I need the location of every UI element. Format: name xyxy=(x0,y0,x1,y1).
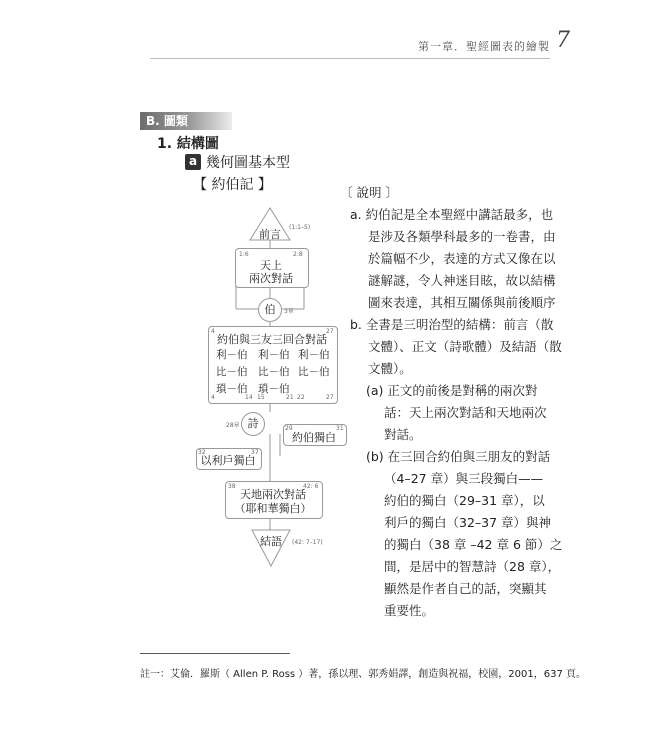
dialogue-cell: 比－伯 xyxy=(216,366,248,378)
heaven-num-left: 1:6 xyxy=(239,251,249,258)
explanation-line: (b) 在三回合約伯與三朋友的對話 xyxy=(366,449,551,464)
explanation-line: （4–27 章）與三段獨白—— xyxy=(384,471,544,486)
dialogue-cell: 利－伯 xyxy=(216,349,248,361)
explanation-line: 圖來表達，其相互關係與前後順序 xyxy=(368,295,556,310)
dialogue-cell: 利－伯 xyxy=(258,349,290,361)
dialogue-cell: 利－伯 xyxy=(298,349,330,361)
job-circle-ref: 3章 xyxy=(284,308,294,315)
elihu-num-tr: 37 xyxy=(251,449,259,456)
elihu-num-tl: 32 xyxy=(198,449,206,456)
dialogue-cell: 比－伯 xyxy=(298,366,330,378)
explanation-line: 間，是居中的智慧詩（28 章）， xyxy=(384,559,561,574)
heaven-line2: 兩次對話 xyxy=(249,272,293,285)
epilogue-label: 結語 xyxy=(260,535,282,548)
heaven-line1: 天上 xyxy=(260,259,282,272)
earth-num-tl: 38 xyxy=(228,483,236,490)
earth-line1: 天地兩次對話 xyxy=(240,488,306,501)
heading-1: 1. 結構圖 xyxy=(157,136,219,152)
explanation-line: 顯然是作者自己的話，突顯其 xyxy=(384,581,547,596)
epilogue-ref: (42: 7–17) xyxy=(292,539,323,546)
job-mono-num-tr: 31 xyxy=(336,425,344,432)
dialogue-bottom-num: 4 xyxy=(211,394,215,401)
dialogue-cell: 瑣－伯 xyxy=(258,383,290,395)
explanation-line: 謎解謎，令人神迷目眩，故以結構 xyxy=(368,273,556,288)
explanation-line: 的獨白（38 章 –42 章 6 節）之 xyxy=(384,537,563,552)
dialogue-bottom-num: 27 xyxy=(326,394,334,401)
explanation-line: 於篇幅不少，表達的方式又像在以 xyxy=(368,251,556,266)
earth-line2: （耶和華獨白） xyxy=(234,502,312,515)
job-mono-num-tl: 29 xyxy=(285,425,293,432)
poem-circle-ref: 28章 xyxy=(226,422,240,429)
dialogue-cell: 比－伯 xyxy=(258,366,290,378)
explanation-line: 對話。 xyxy=(384,427,422,442)
earth-num-tr: 42: 6 xyxy=(303,483,319,490)
explanation-line: 是涉及各類學科最多的一卷書，由 xyxy=(368,229,556,244)
poem-circle: 詩 xyxy=(241,412,265,436)
running-head: 第一章．聖經圖表的繪製 xyxy=(418,40,550,53)
explanation-line: 話：天上兩次對話和天地兩次 xyxy=(384,405,547,420)
dialogue-title: 約伯與三友三回合對話 xyxy=(217,333,327,346)
elihu-monologue-label: 以利戶獨白 xyxy=(200,454,256,467)
dialogue-bottom-num: 14 xyxy=(245,394,253,401)
explanation-line: 利戶的獨白（32–37 章）與神 xyxy=(384,515,552,530)
page-number: 7 xyxy=(556,28,570,53)
explanation-line: b. 全書是三明治型的結構：前言（散 xyxy=(350,317,554,332)
explanation-line: 文體）、正文（詩歌體）及結語（散 xyxy=(368,339,562,354)
heading-2: 幾何圖基本型 xyxy=(206,155,290,171)
footnote-rule xyxy=(140,653,290,654)
prologue-ref: (1:1–5) xyxy=(289,224,311,231)
job-monologue-label: 約伯獨白 xyxy=(292,431,336,444)
heading-2-badge: a xyxy=(185,154,201,170)
prologue-label: 前言 xyxy=(259,228,281,241)
dialogue-cell: 瑣－伯 xyxy=(216,383,248,395)
section-label: B. 圖類 xyxy=(146,114,188,128)
dialogue-num-tl: 4 xyxy=(211,328,215,335)
dialogue-bottom-num: 22 xyxy=(297,394,305,401)
explanation-line: 約伯的獨白（29–31 章），以 xyxy=(384,493,545,508)
dialogue-bottom-num: 21 xyxy=(286,394,294,401)
heaven-num-right: 2:8 xyxy=(293,251,303,258)
footnote: 註一：艾倫．羅斯（ Allen P. Ross ）著，孫以理、郭秀娟譯，創造與祝福，校園，2001，637 頁。 xyxy=(140,669,587,680)
explanation-title: 〔 說明 〕 xyxy=(340,185,398,200)
job-circle: 伯 xyxy=(258,298,282,322)
explanation-line: 重要性。 xyxy=(384,603,435,618)
explanation-line: a. 約伯記是全本聖經中講話最多，也 xyxy=(350,207,554,222)
explanation-line: 文體）。 xyxy=(368,361,412,376)
dialogue-bottom-num: 15 xyxy=(257,394,265,401)
dialogue-num-tr: 27 xyxy=(326,328,334,335)
explanation-line: (a) 正文的前後是對稱的兩次對 xyxy=(366,383,538,398)
heading-3: 【 約伯記 】 xyxy=(193,177,272,193)
